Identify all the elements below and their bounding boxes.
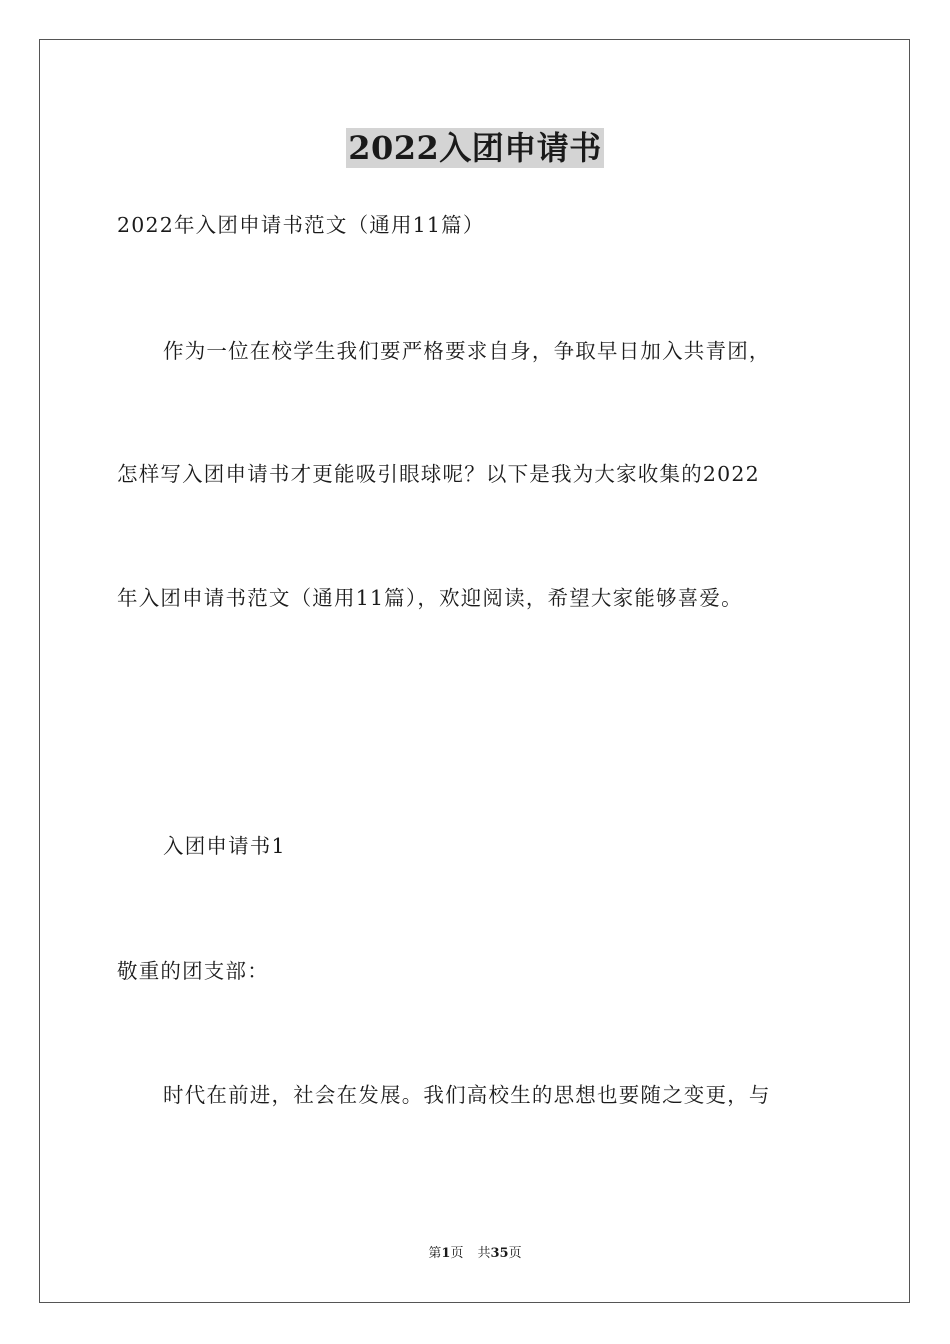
footer-total-prefix: 共 xyxy=(477,1246,491,1261)
body-line-1: 时代在前进，社会在发展。我们高校生的思想也要随之变更，与 xyxy=(163,1083,771,1107)
footer-page-prefix: 第 xyxy=(428,1246,442,1261)
document-subtitle: 2022年入团申请书范文（通用11篇） xyxy=(117,213,485,237)
salutation: 敬重的团支部： xyxy=(117,959,269,983)
footer-page-suffix: 页 xyxy=(450,1246,464,1261)
page-footer xyxy=(0,1245,950,1263)
document-title-text: 2022入团申请书 xyxy=(348,129,602,167)
footer-page-total: 35 xyxy=(490,1246,509,1261)
intro-line-2: 怎样写入团申请书才更能吸引眼球呢？以下是我为大家收集的2022 xyxy=(117,462,760,486)
document-title xyxy=(0,128,950,168)
section-heading: 入团申请书1 xyxy=(163,834,286,858)
intro-line-3: 年入团申请书范文（通用11篇），欢迎阅读，希望大家能够喜爱。 xyxy=(117,586,743,610)
footer-page-current: 1 xyxy=(441,1246,451,1261)
intro-line-1: 作为一位在校学生我们要严格要求自身，争取早日加入共青团， xyxy=(163,339,771,363)
footer-total-suffix: 页 xyxy=(508,1246,522,1261)
